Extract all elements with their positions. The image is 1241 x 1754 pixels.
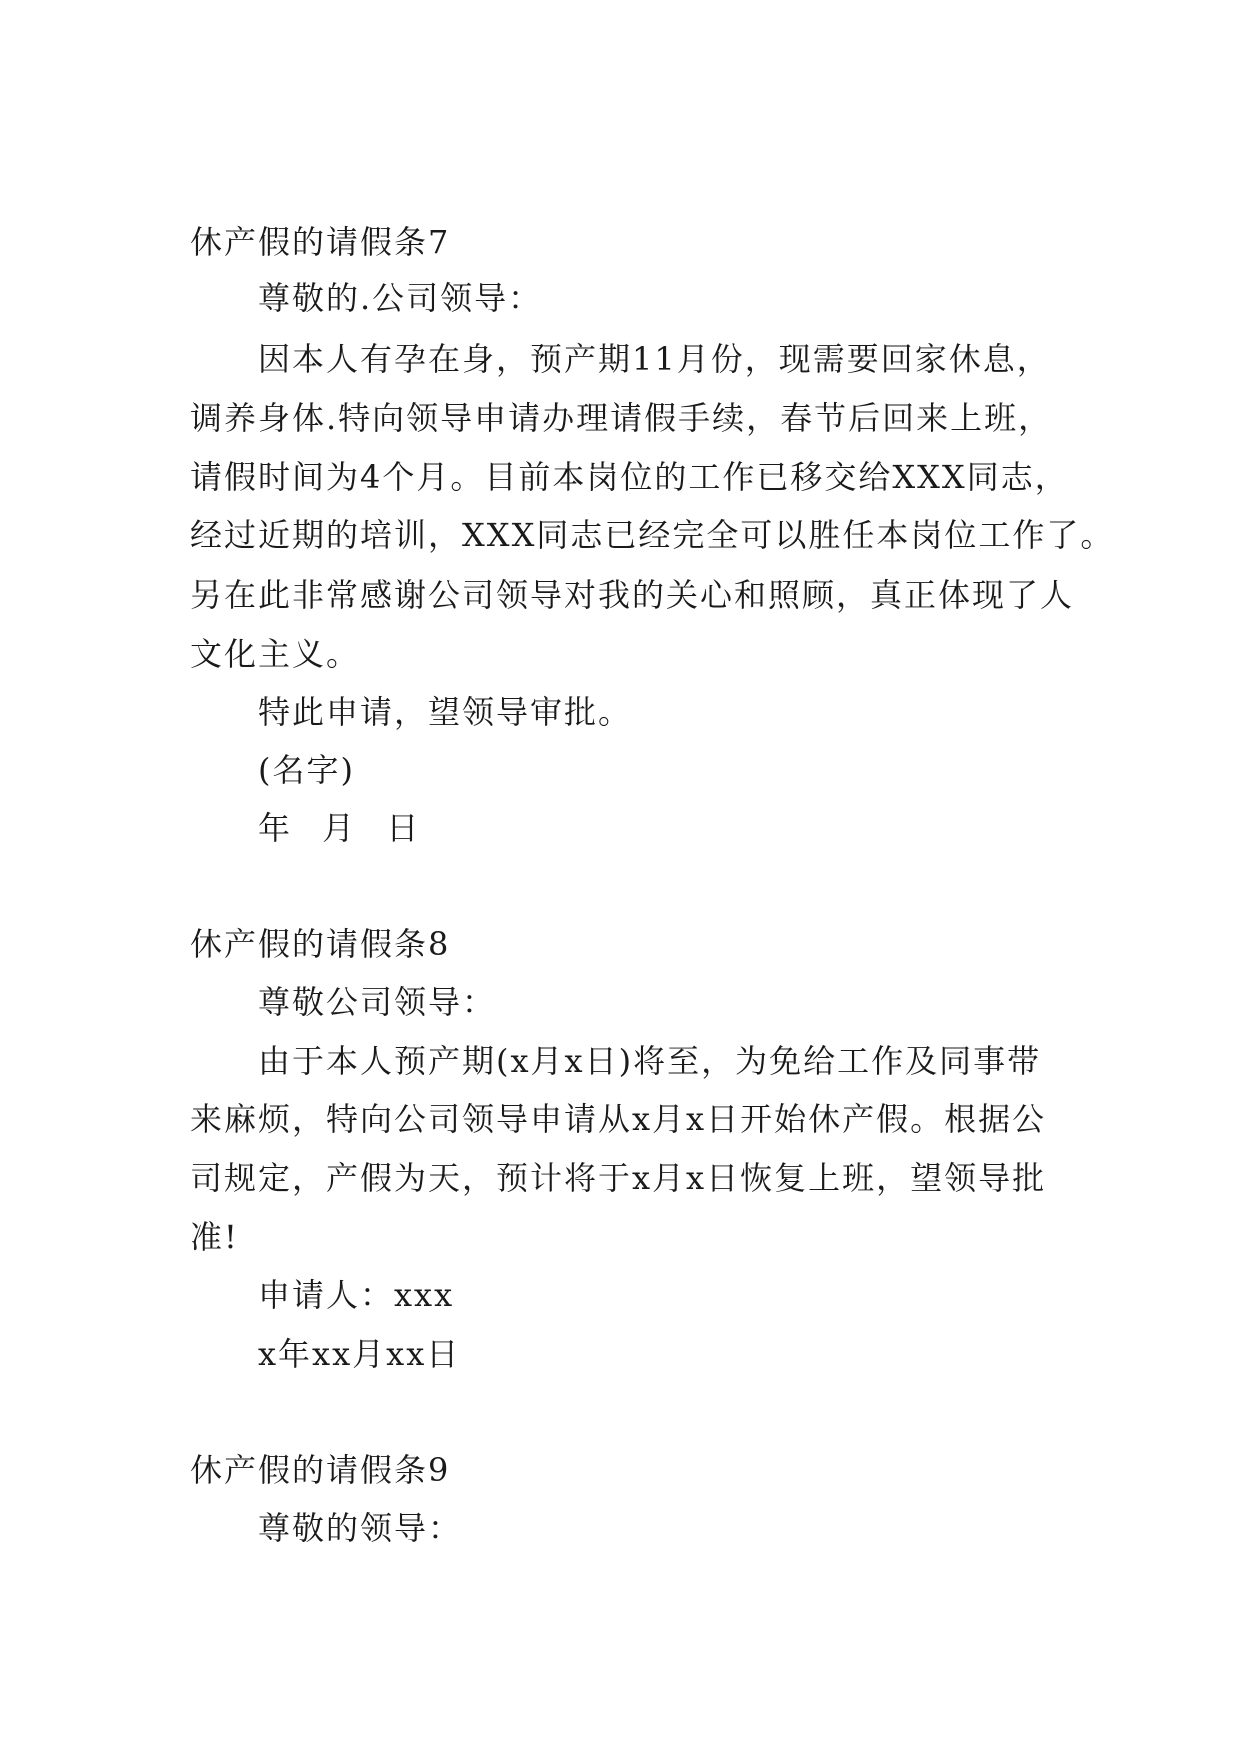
body-line: 由于本人预产期(x月x日)将至，为免给工作及同事带 xyxy=(258,1042,1042,1080)
salutation: 尊敬的.公司领导： xyxy=(258,279,543,317)
date-line: 年 月 日 xyxy=(258,809,421,847)
body-line: 司规定，产假为天，预计将于x月x日恢复上班，望领导批 xyxy=(190,1159,1047,1197)
body-line: 经过近期的培训，XXX同志已经完全可以胜任本岗位工作了。 xyxy=(190,516,1115,554)
body-line: 来麻烦，特向公司领导申请从x月x日开始休产假。根据公 xyxy=(190,1100,1047,1138)
date-line: x年xx月xx日 xyxy=(258,1335,461,1373)
body-line: 文化主义。 xyxy=(190,635,361,673)
section-heading: 休产假的请假条9 xyxy=(190,1451,451,1489)
signature: (名字) xyxy=(258,751,355,789)
section-heading: 休产假的请假条8 xyxy=(190,925,451,963)
body-line: 因本人有孕在身，预产期11月份，现需要回家休息， xyxy=(258,340,1051,378)
salutation: 尊敬的领导： xyxy=(258,1509,463,1547)
applicant-line: 申请人：xxx xyxy=(258,1276,455,1314)
body-line: 调养身体.特向领导申请办理请假手续，春节后回来上班， xyxy=(190,399,1053,437)
section-heading: 休产假的请假条7 xyxy=(190,223,451,261)
body-line: 准! xyxy=(190,1218,239,1256)
body-line: 另在此非常感谢公司领导对我的关心和照顾，真正体现了人 xyxy=(190,576,1075,614)
salutation: 尊敬公司领导： xyxy=(258,983,497,1021)
body-line: 请假时间为4个月。目前本岗位的工作已移交给XXX同志， xyxy=(190,458,1069,496)
closing-line: 特此申请，望领导审批。 xyxy=(258,693,633,731)
